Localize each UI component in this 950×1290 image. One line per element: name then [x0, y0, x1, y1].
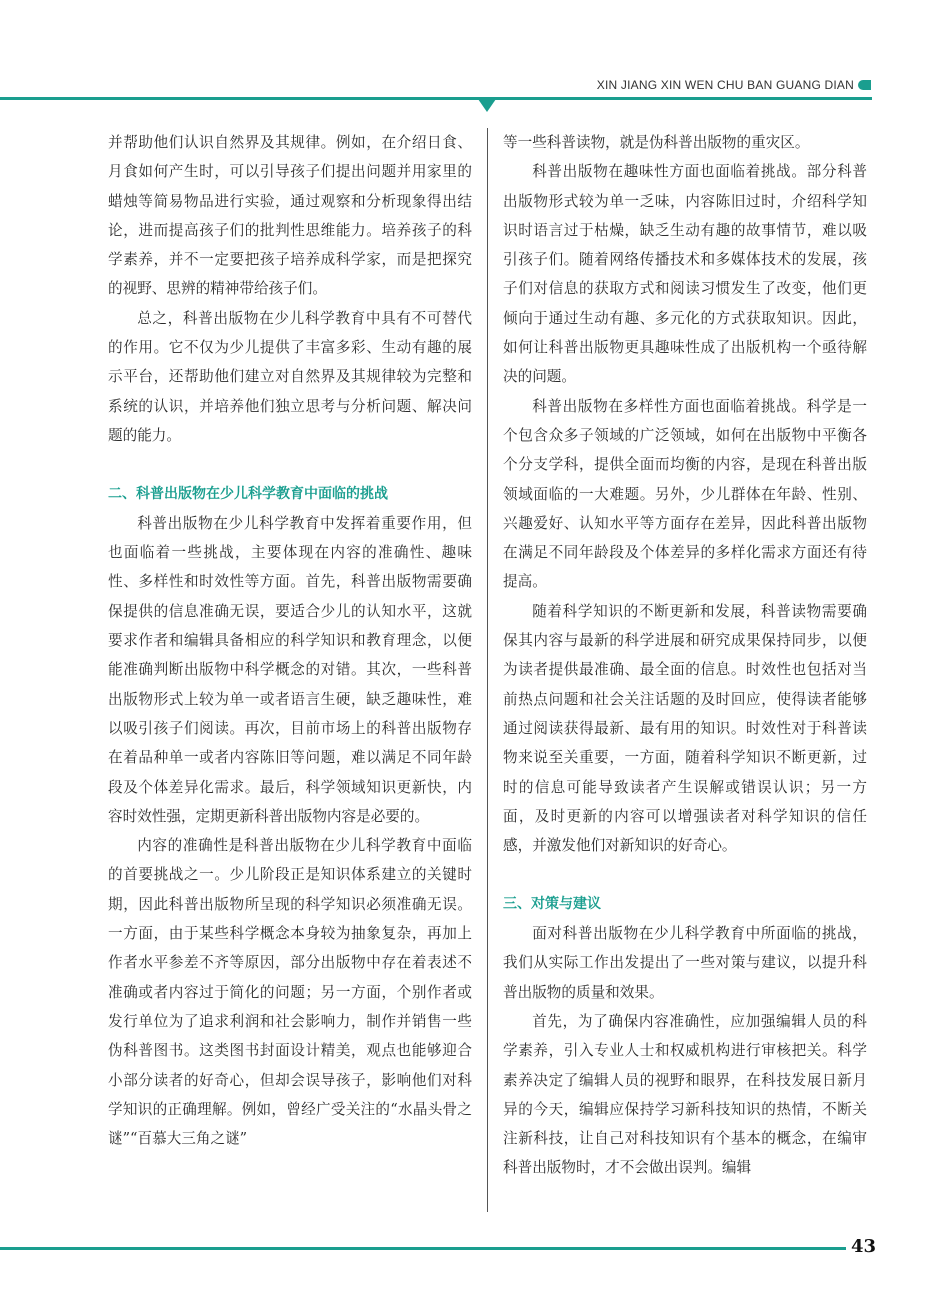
paragraph: 总之，科普出版物在少儿科学教育中具有不可替代的作用。它不仅为少儿提供了丰富多彩、生动有趣的展示平台，还帮助他们建立对自然界及其规律较为完整和系统的认识，并培养他们独立思考与分析问题、解决问题的能力。 — [108, 309, 472, 444]
section-heading-2: 二、科普出版物在少儿科学教育中面临的挑战 — [108, 485, 388, 502]
paragraph: 并帮助他们认识自然界及其规律。例如，在介绍日食、月食如何产生时，可以引导孩子们提出问题并用家里的蜡烛等简易物品进行实验，通过观察和分析现象得出结论，进而提高孩子们的批判性思维能力。培养孩子的科学素养，并不一定要把孩子培养成科学家，而是把探究的视野、思辨的精神带给孩子们。 — [108, 134, 472, 298]
paragraph: 首先，为了确保内容准确性，应加强编辑人员的科学素养，引入专业人士和权威机构进行审核把关。科学素养决定了编辑人员的视野和眼界，在科技发展日新月异的今天，编辑应保持学习新科技知识的热情，不断关注新科技，让自己对科技知识有个基本的概念，在编审科普出版物时，才不会做出误判。编辑 — [503, 1012, 867, 1177]
paragraph: 科普出版物在多样性方面也面临着挑战。科学是一个包含众多子领域的广泛领域，如何在出版物中平衡各个分支学科，提供全面而均衡的内容，是现在科普出版领域面临的一大难题。另外，少儿群体在年龄、性别、兴趣爱好、认知水平等方面存在差异，因此科普出版物在满足不同年龄段及个体差异的多样化需求方面还有待提高。 — [503, 397, 867, 591]
header-notch-marker — [478, 99, 496, 112]
paragraph: 等一些科普读物，就是伪科普出版物的重灾区。 — [503, 134, 810, 151]
section-heading-3: 三、对策与建议 — [503, 895, 601, 912]
column-divider — [487, 128, 488, 1212]
paragraph: 科普出版物在少儿科学教育中发挥着重要作用，但也面临着一些挑战，主要体现在内容的准确性、趣味性、多样性和时效性等方面。首先，科普出版物需要确保提供的信息准确无误，要适合少儿的认知水平，这就要求作者和编辑具备相应的科学知识和教育理念，以便能准确判断出版物中科学概念的对错。其次，一些科普出版物形式上较为单一或者语言生硬，缺乏趣味性，难以吸引孩子们阅读。再次，目前市场上的科普出版物存在着品种单一或者内容陈旧等问题，难以满足不同年龄段及个体差异化需求。最后，科学领域知识更新快，内容时效性强，定期更新科普出版物内容是必要的。 — [108, 514, 472, 825]
spacer — [503, 860, 867, 889]
paragraph: 内容的准确性是科普出版物在少儿科学教育中面临的首要挑战之一。少儿阶段正是知识体系建立的关键时期，因此科普出版物所呈现的科学知识必须准确无误。一方面，由于某些科学概念本身较为抽象复杂，再加上作者水平参差不齐等原因，部分出版物中存在着表述不准确或者内容过于简化的问题；另一方面，个别作者或发行单位为了追求利润和社会影响力，制作并销售一些伪科普图书。这类图书封面设计精美，观点也能够迎合小部分读者的好奇心，但却会误导孩子，影响他们对科学知识的正确理解。例如，曾经广受关注的“水晶头骨之谜”“百慕大三角之谜” — [108, 837, 472, 1148]
spacer — [108, 450, 472, 479]
paragraph: 面对科普出版物在少儿科学教育中所面临的挑战，我们从实际工作出发提出了一些对策与建议，以提升科普出版物的质量和效果。 — [503, 925, 867, 1001]
footer-rule — [0, 1247, 846, 1250]
paragraph: 科普出版物在趣味性方面也面临着挑战。部分科普出版物形式较为单一乏味，内容陈旧过时，介绍科学知识时语言过于枯燥，缺乏生动有趣的故事情节，难以吸引孩子们。随着网络传播技术和多媒体技术的发展，孩子们对信息的获取方式和阅读习惯发生了改变，他们更倾向于通过生动有趣、多元化的方式获取知识。因此，如何让科普出版物更具趣味性成了出版机构一个亟待解决的问题。 — [503, 163, 867, 386]
right-column — [503, 128, 867, 1183]
paragraph: 随着科学知识的不断更新和发展，科普读物需要确保其内容与最新的科学进展和研究成果保持同步，以便为读者提供最准确、最全面的信息。时效性也包括对当前热点问题和社会关注话题的及时回应，使得读者能够通过阅读获得最新、最有用的知识。时效性对于科普读物来说至关重要，一方面，随着科学知识不断更新，过时的信息可能导致读者产生误解或错误认识；另一方面，及时更新的内容可以增强读者对科学知识的信任感，并激发他们对新知识的好奇心。 — [503, 602, 867, 855]
running-header-title: XIN JIANG XIN WEN CHU BAN GUANG DIAN — [596, 78, 854, 92]
left-column — [108, 128, 472, 1153]
header-tab-marker — [858, 80, 871, 90]
page-number: 43 — [851, 1236, 877, 1257]
header-rule — [0, 97, 872, 100]
